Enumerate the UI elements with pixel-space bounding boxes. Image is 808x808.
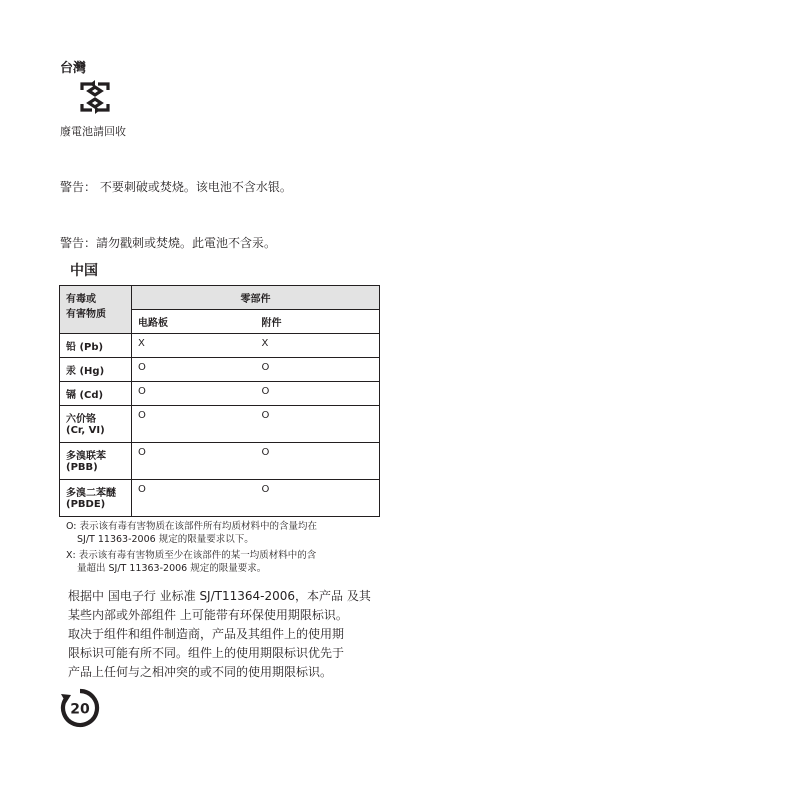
table-row — [60, 382, 380, 406]
table-note-x — [66, 549, 376, 575]
battery-warning-simplified: 警告： 不要刺破或焚烧。该电池不含水银。 — [60, 180, 292, 194]
substance-name: 六价铬 (Cr, VI) — [60, 406, 132, 443]
table-row — [60, 443, 380, 480]
accessories-value: X — [256, 334, 380, 358]
paragraph-line: 限标识可能有所不同。组件上的使用期限标识优先于 — [68, 646, 345, 660]
substance-name: 镉 (Cd) — [60, 382, 132, 406]
substance-name: 铅 (Pb) — [60, 334, 132, 358]
accessories-value: O — [256, 480, 380, 517]
table-row — [60, 480, 380, 517]
circuit-board-value: O — [132, 443, 256, 480]
header-substance: 有毒或 有害物质 — [60, 286, 132, 334]
recycle-battery-notice: 廢電池請回收 — [60, 125, 126, 138]
note-line: 量超出 SJ/T 11363-2006 规定的限量要求。 — [77, 563, 267, 574]
column-header-circuit-board: 电路板 — [132, 310, 256, 334]
note-line: X: 表示该有毒有害物质至少在该部件的某一均质材料中的含 — [66, 550, 317, 561]
battery-warning-traditional: 警告：請勿戳刺或焚燒。此電池不含汞。 — [60, 236, 277, 250]
table-note-o — [66, 520, 376, 546]
note-line: SJ/T 11363-2006 规定的限量要求以下。 — [77, 534, 254, 545]
environmental-protection-use-period-icon — [60, 688, 100, 728]
circuit-board-value: O — [132, 480, 256, 517]
column-header-accessories: 附件 — [256, 310, 380, 334]
china-heading: 中国 — [70, 263, 98, 279]
hazardous-substance-table — [59, 285, 380, 517]
paragraph-line: 根据中 国电子行 业标准 SJ/T11364-2006，本产品 及其 — [68, 589, 371, 603]
taiwan-heading: 台灣 — [60, 61, 87, 76]
substance-name: 多溴联苯 (PBB) — [60, 443, 132, 480]
table-row — [60, 406, 380, 443]
substance-name: 汞 (Hg) — [60, 358, 132, 382]
accessories-value: O — [256, 382, 380, 406]
circuit-board-value: O — [132, 358, 256, 382]
circuit-board-value: O — [132, 382, 256, 406]
table-row — [60, 334, 380, 358]
circuit-board-value: X — [132, 334, 256, 358]
substance-name: 多溴二苯醚 (PBDE) — [60, 480, 132, 517]
accessories-value: O — [256, 358, 380, 382]
accessories-value: O — [256, 443, 380, 480]
circuit-board-value: O — [132, 406, 256, 443]
header-parts: 零部件 — [132, 286, 380, 310]
accessories-value: O — [256, 406, 380, 443]
paragraph-line: 取决于组件和组件制造商，产品及其组件上的使用期 — [68, 627, 345, 641]
epup-number: 20 — [70, 701, 90, 718]
table-row — [60, 358, 380, 382]
note-line: O: 表示该有毒有害物质在该部件所有均质材料中的含量均在 — [66, 521, 318, 532]
paragraph-line: 某些内部或外部组件 上可能带有环保使用期限标识。 — [68, 608, 348, 622]
epup-statement — [68, 587, 384, 682]
paragraph-line: 产品上任何与之相冲突的或不同的使用期限标识。 — [68, 665, 333, 679]
taiwan-battery-recycle-icon — [78, 80, 112, 114]
